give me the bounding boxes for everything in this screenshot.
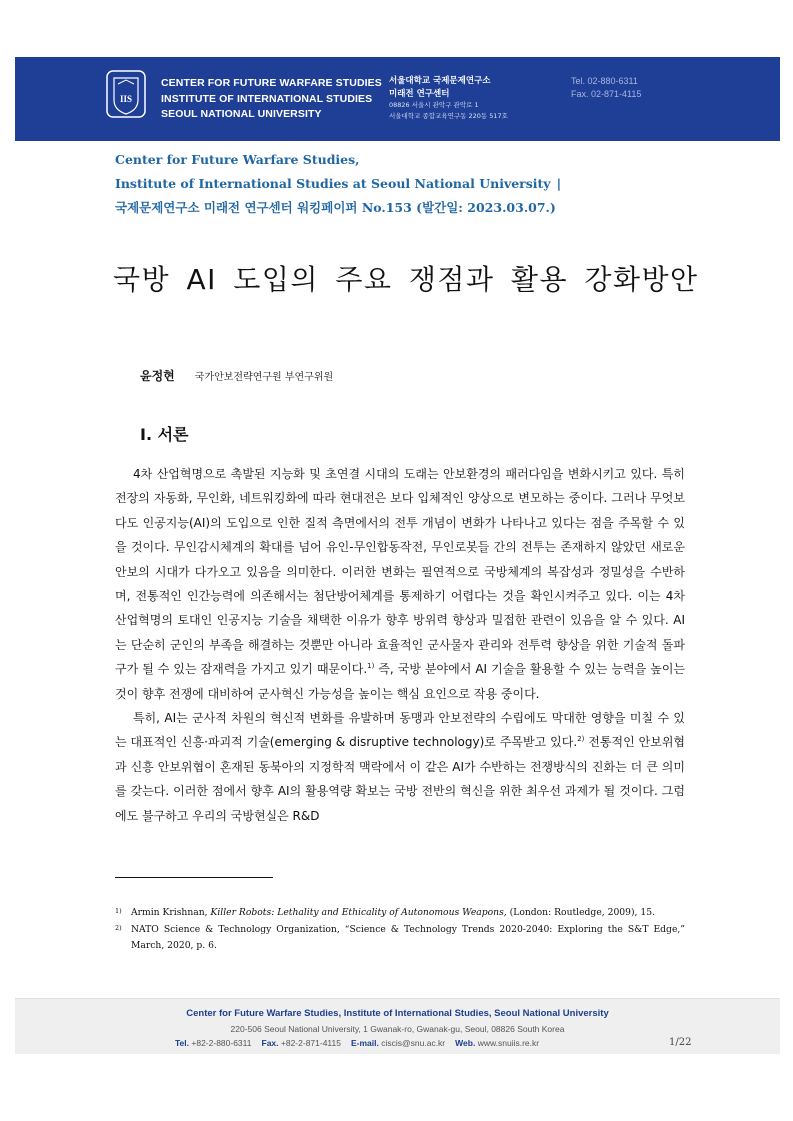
author-line [140,367,333,384]
footer-org: Center for Future Warfare Studies, Institute of International Studies, Seoul National University [186,1008,609,1019]
footnote-divider [115,877,273,878]
footer-contact: Tel. +82-2-880-6311 Fax. +82-2-871-4115 E-mail. ciscis@snu.ac.kr Web. www.snuiis.re.kr [175,1038,540,1048]
paragraph: 4차 산업혁명으로 촉발된 지능화 및 초연결 시대의 도래는 안보환경의 패러다임을 변화시키고 있다. 특히 전장의 자동화, 무인화, 네트워킹화에 따라 현대전은 보다 입체적인 양상으로 변모하는 중이다. 그러나 무엇보다도 인공지능(AI)의 도입으로 인한 질적 측면에서의 전투 개념이 변화가 나타나고 있다는 점을 주목할 수 있을 것이다. 무인감시체계의 확대를 넘어 유인-무인합동작전, 무인로봇들 간의 전투는 존재하지 않았던 새로운 안보의 시대가 다가오고 있음을 의미한다. 이러한 변화는 필연적으로 국방체계의 복잡성과 정밀성을 수반하며, 전통적인 인간능력에 의존해서는 첨단방어체계를 통제하기 어렵다는 것을 확인시켜주고 있다. 이는 4차 산업혁명의 토대인 인공지능 기술을 채택한 이유가 향후 방위력 향상과 밀접한 관련이 있음을 알 수 있다. AI는 단순히 군인의 부족을 해결하는 것뿐만 아니라 효율적인 군사물자 관리와 전투력 향상을 위한 기술적 돌파구가 될 수 있는 잠재력을 가지고 있기 때문이다.$^{1)}$ 즉, 국방 분야에서 AI 기술을 활용할 수 있는 능력을 높이는 것이 향후 전쟁에 대비하여 군사혁신 가능성을 높이는 핵심 요인으로 작용 중이다. [115,467,686,701]
footer-tel: +82-2-880-6311 [191,1038,252,1048]
org-name-korean [389,75,508,122]
footnotes [115,905,685,955]
section-heading: Ⅰ. 서론 [140,425,189,444]
body-text [115,462,685,828]
org-line: INSTITUTE OF INTERNATIONAL STUDIES [161,92,373,105]
org-line: CENTER FOR FUTURE WARFARE STUDIES [161,77,382,89]
footer-fax: +82-2-871-4115 [280,1038,341,1048]
footnote: 2) NATO Science & Technology Organization, “Science & Technology Trends 2020-2040: Exploring the S&T Edge,” March, 2020, p. 6. [115,922,685,955]
org-line: SEOUL NATIONAL UNIVERSITY [161,108,322,120]
series-info [115,148,561,220]
snu-seal-logo [106,70,146,118]
paragraph: 특히, AI는 군사적 차원의 혁신적 변화를 유발하며 동맹과 안보전략의 수립에도 막대한 영향을 미칠 수 있는 대표적인 신흥·파괴적 기술(emerging & disruptive technology)로 주목받고 있다.$^{2)}$ 전통적인 안보위협과 신흥 안보위협이 혼재된 동북아의 지정학적 맥락에서 이 같은 AI가 수반하는 전쟁방식의 진화는 더 큰 의미를 갖는다. 이러한 점에서 향후 AI의 활용역량 확보는 국방 전반의 혁신을 위한 최우선 과제가 될 것이다. 그럼에도 불구하고 우리의 국방현실은 R&D [115,711,685,823]
kr-center-line: 미래전 연구센터 [389,88,450,99]
author-name: 윤정현 [140,369,175,383]
footnote-ref[interactable]: 2) [577,735,585,744]
header-fax: Fax. 02-871-4115 [571,89,642,99]
document-title: 국방 AI 도입의 주요 쟁점과 활용 강화방안 [113,263,699,296]
series-line-working-paper: 국제문제연구소 미래전 연구센터 워킹페이퍼 No.153 (발간일: 2023.03.07.) [115,200,556,215]
footnote: 1) Armin Krishnan, Killer Robots: Lethality and Ethicality of Autonomous Weapons, (London: Routledge, 2009), 15. [115,905,685,922]
footnote-number: 2) [115,923,122,932]
series-line: Center for Future Warfare Studies, [115,152,360,167]
footer-email-link[interactable]: ciscis@snu.ac.kr [381,1038,446,1048]
footnote-ref[interactable]: 1) [367,662,375,671]
page-number: 1/22 [669,1037,692,1048]
header-tel: Tel. 02-880-6311 [571,76,638,86]
org-name-english [161,76,382,123]
page-footer [15,998,780,1054]
author-affiliation: 국가안보전략연구원 부연구위원 [194,372,334,383]
kr-org-line: 서울대학교 국제문제연구소 [389,76,491,86]
seal-text: IIS [119,94,133,104]
footer-address: 220-506 Seoul National University, 1 Gwanak-ro, Gwanak-gu, Seoul, 08826 South Korea [230,1024,565,1034]
series-line: Institute of International Studies at Seoul National University | [115,176,562,191]
footer-web-link[interactable]: www.snuiis.re.kr [477,1038,540,1048]
separator-bar: | [556,176,562,191]
kr-address-line: 서울대학교 종합교육연구동 220동 517호 [389,112,508,120]
kr-address-line: 08826 서울시 관악구 관악로 1 [389,101,479,109]
header-banner [15,57,780,141]
footnote-number: 1) [115,907,122,915]
header-contact [571,75,641,101]
